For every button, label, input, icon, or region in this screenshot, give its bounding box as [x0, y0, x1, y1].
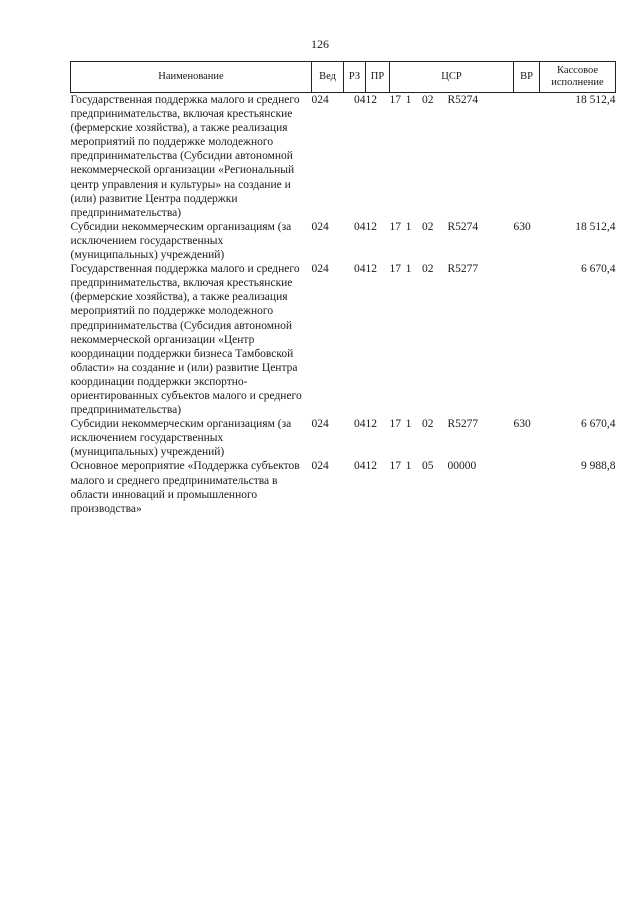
table-row: [71, 459, 616, 515]
row-sum: 9 988,8: [581, 460, 616, 473]
row-vr: [514, 459, 540, 515]
row-name: Государственная поддержка малого и среднего предпринимательства, включая крестьянские (фермерские хозяйства), а также реализация мероприятий по поддержке молодежного предпринимательства (Субсидия автономной некоммерческой организации «Центр координации поддержки бизнеса Тамбовской области» на создание и (или) развитие Центра координации поддержки экспортно-ориентированных субъектов малого и среднего предпринимательства): [70, 263, 302, 417]
csr-subprogram: 1: [405, 94, 412, 106]
row-pr: 12: [365, 460, 377, 473]
row-vr: 630: [513, 418, 531, 431]
row-csr: [390, 459, 514, 515]
row-csr: [390, 93, 514, 220]
row-pr: 12: [365, 220, 377, 233]
csr-event: 05: [422, 460, 434, 473]
csr-event: 02: [422, 263, 434, 276]
row-pr: 12: [365, 418, 377, 431]
csr-direction: R5277: [447, 263, 479, 276]
row-ved: 024: [311, 220, 329, 233]
csr-direction: 00000: [447, 460, 477, 473]
row-rz: 04: [354, 418, 366, 431]
csr-subprogram: 1: [405, 263, 412, 276]
csr-direction: R5277: [447, 418, 479, 431]
csr-program: 17: [389, 220, 401, 233]
budget-table: [70, 61, 616, 516]
header-cash-execution: Кассовое исполнение: [540, 62, 616, 93]
header-ved: Вед: [312, 62, 344, 93]
row-pr: 12: [365, 263, 377, 276]
row-name: Субсидии некоммерческим организациям (за исключением государственных (муниципальных) учреждений): [70, 418, 292, 459]
row-sum: 6 670,4: [581, 263, 616, 276]
row-name: Основное мероприятие «Поддержка субъектов малого и среднего предпринимательства в области инноваций и промышленного производства»: [70, 460, 300, 515]
row-ved: 024: [311, 94, 329, 106]
csr-event: 02: [422, 418, 434, 431]
csr-direction: R5274: [447, 220, 479, 233]
row-sum: 18 512,4: [575, 94, 616, 106]
table-row: [71, 417, 616, 459]
row-rz: 04: [354, 460, 366, 473]
csr-direction: R5274: [447, 94, 479, 106]
csr-subprogram: 1: [405, 418, 412, 431]
header-csr: ЦСР: [390, 62, 514, 93]
csr-subprogram: 1: [405, 460, 412, 473]
row-csr: [390, 417, 514, 459]
row-ved: 024: [311, 263, 329, 276]
csr-program: 17: [389, 94, 401, 106]
row-name: Субсидии некоммерческим организациям (за исключением государственных (муниципальных) учреждений): [70, 220, 292, 262]
header-pr: ПР: [366, 62, 390, 93]
row-csr: [390, 220, 514, 262]
csr-event: 02: [422, 94, 434, 106]
csr-program: 17: [389, 460, 401, 473]
row-ved: 024: [311, 460, 329, 473]
row-rz: 04: [354, 220, 366, 233]
row-vr: [514, 93, 540, 220]
row-rz: 04: [354, 263, 366, 276]
header-name: Наименование: [71, 62, 312, 93]
table-row: [71, 93, 616, 220]
csr-subprogram: 1: [405, 220, 412, 233]
page-number: 126: [311, 37, 329, 51]
row-vr: 630: [513, 220, 531, 233]
row-sum: 6 670,4: [581, 418, 616, 431]
row-csr: [390, 262, 514, 417]
header-vr: ВР: [514, 62, 540, 93]
row-sum: 18 512,4: [575, 220, 616, 233]
row-ved: 024: [311, 418, 329, 431]
row-name: Государственная поддержка малого и среднего предпринимательства, включая крестьянские (фермерские хозяйства), а также реализация мероприятий по поддержке молодежного предпринимательства (Субсидии автономной некоммерческой организации «Региональный центр управления и культуры» на создание и (или) развитие Центра поддержки предпринимательства): [70, 94, 300, 219]
table-row: [71, 220, 616, 262]
table-header-row: [71, 62, 616, 93]
table-row: [71, 262, 616, 417]
csr-program: 17: [389, 418, 401, 431]
row-pr: 12: [365, 94, 377, 106]
csr-event: 02: [422, 220, 434, 233]
row-rz: 04: [354, 94, 366, 106]
csr-program: 17: [389, 263, 401, 276]
header-rz: РЗ: [344, 62, 366, 93]
row-vr: [514, 262, 540, 417]
